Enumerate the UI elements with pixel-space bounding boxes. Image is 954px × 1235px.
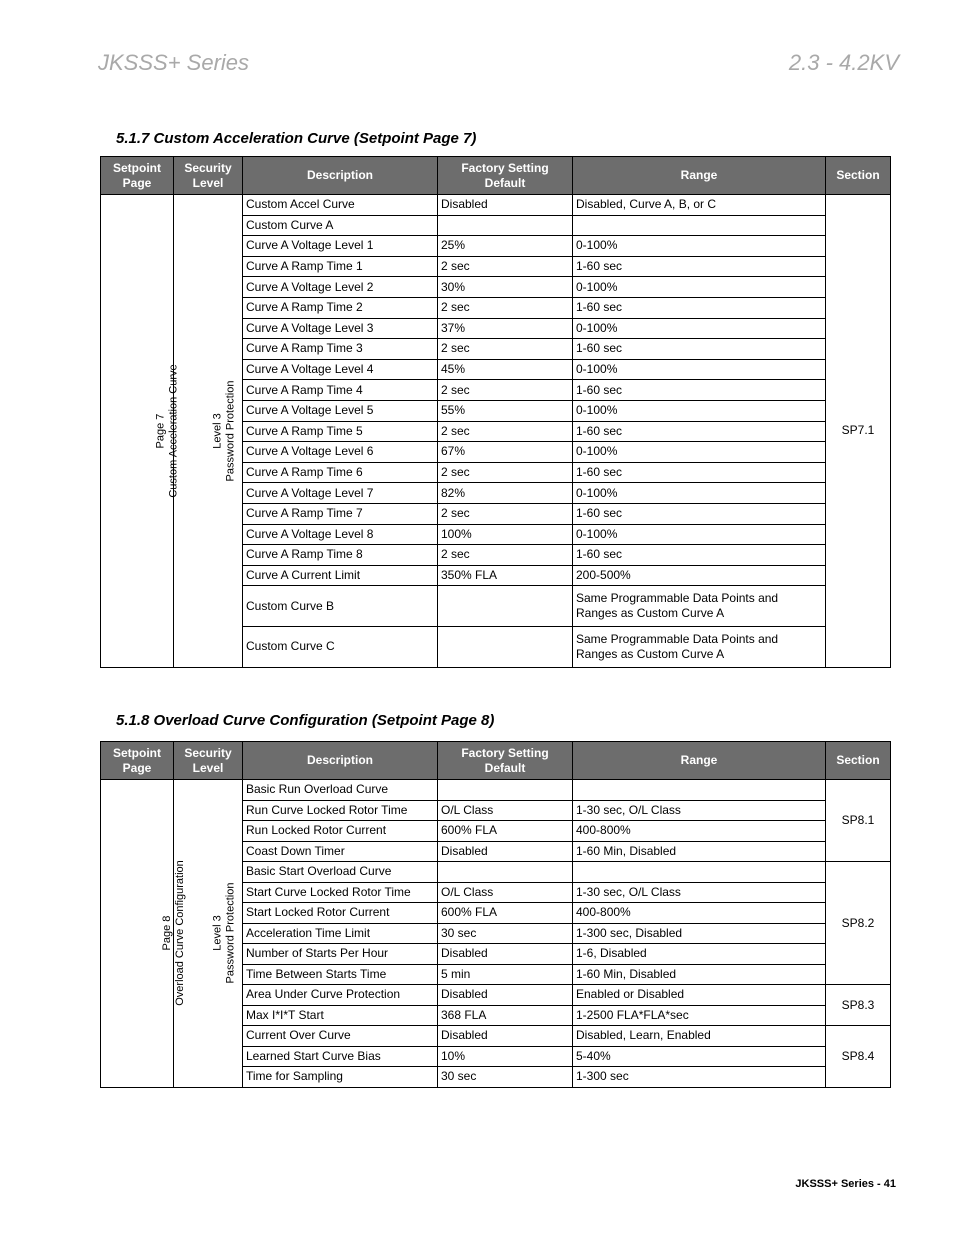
default-cell: Disabled [438,1026,573,1047]
default-cell: 2 sec [438,256,573,277]
setpoint-page-cell-label: Page 7 [154,413,167,449]
default-cell: Disabled [438,195,573,216]
range-cell: 0-100% [573,236,826,257]
col-header-setpoint-page: Setpoint Page [101,742,174,780]
description-cell: Curve A Voltage Level 2 [243,277,438,298]
description-cell: Curve A Ramp Time 2 [243,297,438,318]
default-cell [438,586,573,627]
default-cell: 10% [438,1046,573,1067]
security-level-cell-name: Password Protection [224,882,237,984]
custom-acceleration-table [100,156,891,668]
default-cell: 25% [438,236,573,257]
range-cell: 1-300 sec [573,1067,826,1088]
range-cell: 1-60 sec [573,297,826,318]
default-cell: 2 sec [438,297,573,318]
description-cell: Basic Run Overload Curve [243,780,438,801]
description-cell: Curve A Current Limit [243,565,438,586]
range-cell: 1-60 sec [573,421,826,442]
default-cell: 45% [438,359,573,380]
col-header-range: Range [573,157,826,195]
range-cell: 400-800% [573,821,826,842]
section-title-custom-acceleration: 5.1.7 Custom Acceleration Curve (Setpoint Page 7) [116,130,477,147]
description-cell: Custom Curve C [243,627,438,668]
description-cell: Run Locked Rotor Current [243,821,438,842]
table-header-row [101,157,891,195]
setpoint-page-cell-name: Custom Acceleration Curve [167,364,180,498]
default-cell: 600% FLA [438,821,573,842]
section-cell: SP8.2 [826,862,891,985]
description-cell: Custom Accel Curve [243,195,438,216]
description-cell: Curve A Voltage Level 5 [243,400,438,421]
setpoint-page-cell [101,195,180,668]
setpoint-page-cell-name: Overload Curve Configuration [173,860,186,1007]
description-cell: Time for Sampling [243,1067,438,1088]
section-cell: SP7.1 [826,195,891,668]
security-level-cell-label: Level 3 [211,915,224,951]
table-row [101,780,891,801]
col-header-setpoint-page: Setpoint Page [101,157,174,195]
default-cell: 2 sec [438,421,573,442]
default-cell: 368 FLA [438,1005,573,1026]
default-cell: 100% [438,524,573,545]
default-cell: 30% [438,277,573,298]
range-cell: Disabled, Curve A, B, or C [573,195,826,216]
overload-curve-table [100,741,891,1088]
description-cell: Run Curve Locked Rotor Time [243,800,438,821]
range-cell: 1-60 sec [573,380,826,401]
section-title-overload-curve: 5.1.8 Overload Curve Configuration (Setpoint Page 8) [116,712,495,729]
range-cell: 1-6, Disabled [573,944,826,965]
section-cell: SP8.1 [826,780,891,862]
default-cell: 5 min [438,964,573,985]
setpoint-page-cell [101,780,186,1088]
range-cell: 1-30 sec, O/L Class [573,800,826,821]
range-cell [573,862,826,883]
default-cell [438,862,573,883]
default-cell: 2 sec [438,503,573,524]
description-cell: Acceleration Time Limit [243,923,438,944]
range-cell: 0-100% [573,359,826,380]
default-cell: 30 sec [438,1067,573,1088]
description-cell: Curve A Voltage Level 4 [243,359,438,380]
range-cell: 1-60 Min, Disabled [573,841,826,862]
description-cell: Start Curve Locked Rotor Time [243,882,438,903]
description-cell: Number of Starts Per Hour [243,944,438,965]
table-row [101,195,891,216]
description-cell: Area Under Curve Protection [243,985,438,1006]
description-cell: Curve A Ramp Time 3 [243,339,438,360]
range-cell: 0-100% [573,524,826,545]
col-header-description: Description [243,742,438,780]
description-cell: Custom Curve B [243,586,438,627]
range-cell: Enabled or Disabled [573,985,826,1006]
description-cell: Max I*I*T Start [243,1005,438,1026]
section-cell: SP8.4 [826,1026,891,1088]
description-cell: Custom Curve A [243,215,438,236]
range-cell: 1-60 sec [573,256,826,277]
range-cell [573,215,826,236]
description-cell: Curve A Ramp Time 5 [243,421,438,442]
col-header-security-level: Security Level [174,157,243,195]
col-header-section: Section [826,742,891,780]
range-cell: 1-300 sec, Disabled [573,923,826,944]
description-cell: Curve A Voltage Level 1 [243,236,438,257]
default-cell: 2 sec [438,380,573,401]
default-cell: 350% FLA [438,565,573,586]
table-header-row [101,742,891,780]
range-cell: 0-100% [573,483,826,504]
default-cell: 2 sec [438,339,573,360]
description-cell: Curve A Ramp Time 4 [243,380,438,401]
setpoint-page-cell-text [161,860,187,1006]
description-cell: Coast Down Timer [243,841,438,862]
security-level-cell-label: Level 3 [211,413,224,449]
description-cell: Start Locked Rotor Current [243,903,438,924]
description-cell: Learned Start Curve Bias [243,1046,438,1067]
range-cell: Same Programmable Data Points and Ranges as Custom Curve A [573,586,826,627]
range-cell [573,780,826,801]
security-level-cell-text [211,380,237,481]
security-level-cell-name: Password Protection [224,380,237,482]
default-cell: Disabled [438,944,573,965]
range-cell: 1-60 sec [573,339,826,360]
default-cell: 2 sec [438,545,573,566]
default-cell: 82% [438,483,573,504]
running-header-voltage: 2.3 - 4.2KV [788,50,899,75]
range-cell: 1-30 sec, O/L Class [573,882,826,903]
range-cell: 1-60 sec [573,503,826,524]
col-header-range: Range [573,742,826,780]
default-cell: 30 sec [438,923,573,944]
range-cell: 0-100% [573,442,826,463]
description-cell: Basic Start Overload Curve [243,862,438,883]
setpoint-page-cell-label: Page 8 [160,915,173,951]
default-cell: Disabled [438,841,573,862]
range-cell: 0-100% [573,318,826,339]
description-cell: Curve A Voltage Level 3 [243,318,438,339]
range-cell: 1-60 sec [573,462,826,483]
col-header-security-level: Security Level [174,742,243,780]
range-cell: 1-60 sec [573,545,826,566]
running-header-series: JKSSS+ Series [98,50,250,75]
description-cell: Current Over Curve [243,1026,438,1047]
description-cell: Curve A Ramp Time 8 [243,545,438,566]
range-cell: Disabled, Learn, Enabled [573,1026,826,1047]
default-cell: O/L Class [438,800,573,821]
range-cell: Same Programmable Data Points and Ranges as Custom Curve A [573,627,826,668]
section-cell: SP8.3 [826,985,891,1026]
default-cell [438,215,573,236]
default-cell: 37% [438,318,573,339]
range-cell: 5-40% [573,1046,826,1067]
range-cell: 1-60 Min, Disabled [573,964,826,985]
default-cell: 600% FLA [438,903,573,924]
range-cell: 1-2500 FLA*FLA*sec [573,1005,826,1026]
description-cell: Time Between Starts Time [243,964,438,985]
range-cell: 0-100% [573,400,826,421]
col-header-section: Section [826,157,891,195]
description-cell: Curve A Voltage Level 7 [243,483,438,504]
description-cell: Curve A Voltage Level 6 [243,442,438,463]
page-footer: JKSSS+ Series - 41 [795,1178,896,1190]
col-header-description: Description [243,157,438,195]
description-cell: Curve A Ramp Time 1 [243,256,438,277]
default-cell: Disabled [438,985,573,1006]
setpoint-page-cell-text [155,364,181,497]
default-cell: 2 sec [438,462,573,483]
default-cell: 67% [438,442,573,463]
col-header-factory-default: Factory Setting Default [438,742,573,780]
col-header-factory-default: Factory Setting Default [438,157,573,195]
description-cell: Curve A Voltage Level 8 [243,524,438,545]
range-cell: 0-100% [573,277,826,298]
security-level-cell-text [211,883,237,984]
default-cell: 55% [438,400,573,421]
range-cell: 200-500% [573,565,826,586]
default-cell: O/L Class [438,882,573,903]
description-cell: Curve A Ramp Time 6 [243,462,438,483]
default-cell [438,627,573,668]
range-cell: 400-800% [573,903,826,924]
default-cell [438,780,573,801]
description-cell: Curve A Ramp Time 7 [243,503,438,524]
security-level-cell [174,195,243,668]
